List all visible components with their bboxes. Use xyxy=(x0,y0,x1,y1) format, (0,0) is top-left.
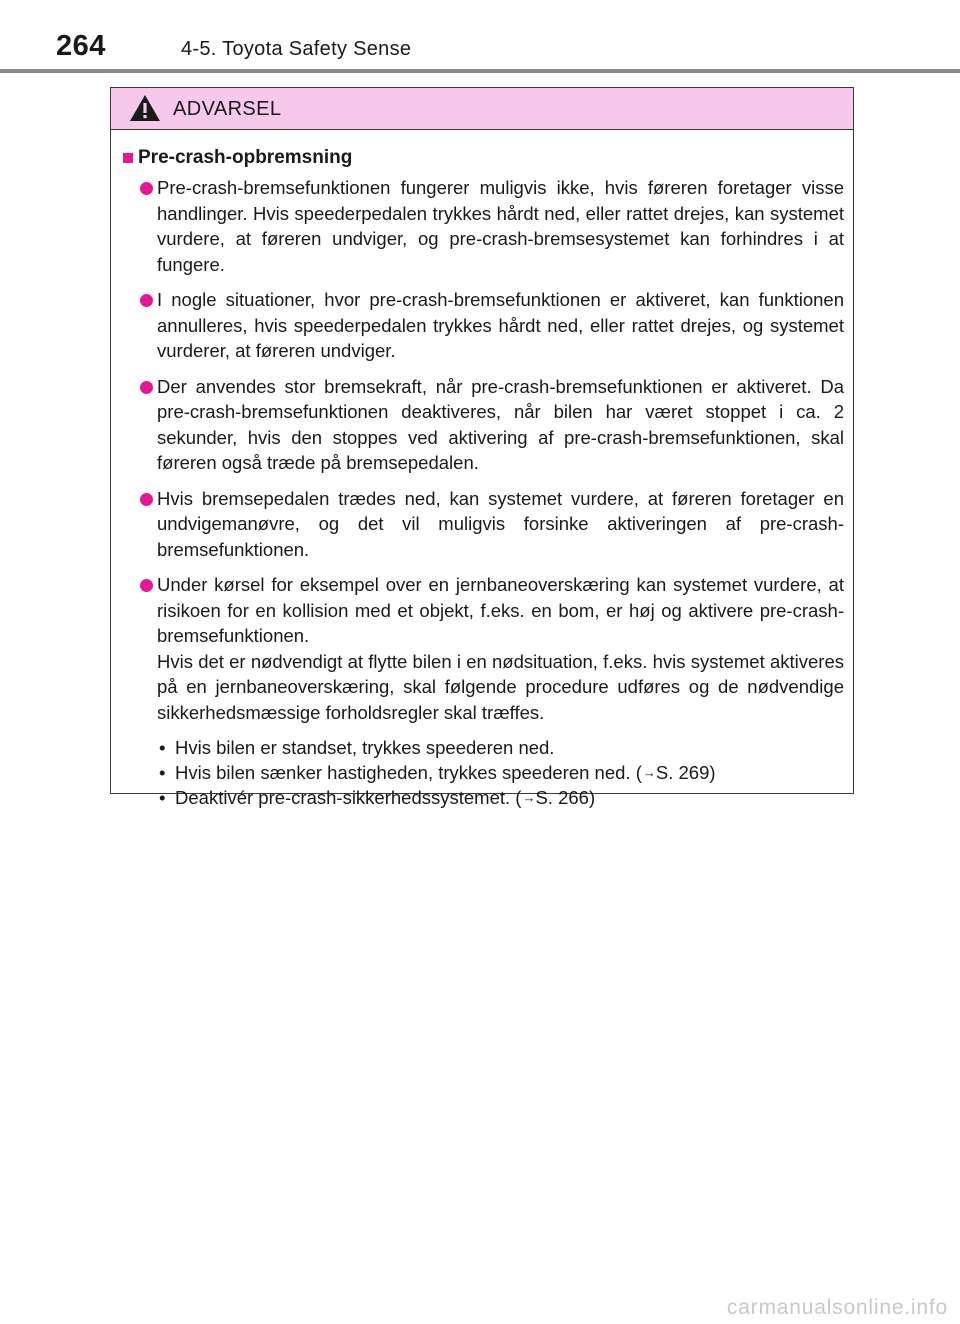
list-item xyxy=(123,175,844,277)
page-number: 264 xyxy=(56,30,106,62)
procedure-step xyxy=(157,760,844,785)
list-item xyxy=(123,486,844,563)
warning-box xyxy=(110,87,854,808)
sub-bullet: • xyxy=(159,737,166,758)
list-item-text: Pre-crash-bremsefunktionen fungerer muligvis ikke, hvis føreren foretager visse handlinger. Hvis speederpedalen trykkes hårdt ned, eller rattet drejes, kan systemet vurdere, at føreren undviger, og pre-crash-bremsesystemet kan forhindres i at fungere. xyxy=(157,177,844,275)
section-heading-text: Pre-crash-opbremsning xyxy=(138,147,353,168)
procedure-step xyxy=(157,735,844,760)
section-title: 4-5. Toyota Safety Sense xyxy=(181,38,412,60)
list-item-text: Hvis bremsepedalen trædes ned, kan systemet vurdere, at føreren foretager en undvigemanøvre, og det vil muligvis forsinke aktiveringen af pre-crash-bremsefunktionen. xyxy=(157,487,844,560)
procedure-step-text: Deaktivér pre-crash-sikkerhedssystemet. ( xyxy=(175,787,522,808)
warning-header xyxy=(111,88,853,130)
procedure-step xyxy=(157,785,844,810)
circle-bullet-icon xyxy=(140,493,153,506)
warning-body xyxy=(111,130,853,810)
circle-bullet-icon xyxy=(140,294,153,307)
watermark: carmanualsonline.info xyxy=(726,1296,948,1319)
square-bullet-icon xyxy=(123,153,133,163)
list-item-text: Under kørsel for eksempel over en jernbaneoverskæring kan systemet vurdere, at risikoen for en kollision med et objekt, f.eks. en bom, er høj og aktivere pre-crash-bremsefunktionen. xyxy=(157,574,844,646)
section-heading xyxy=(123,146,844,170)
list-item xyxy=(123,572,844,810)
procedure-list xyxy=(157,735,844,810)
list-item xyxy=(123,287,844,364)
warning-label: ADVARSEL xyxy=(173,98,282,120)
page-reference-link[interactable]: S. 269) xyxy=(655,762,716,783)
sub-bullet: • xyxy=(159,787,166,808)
circle-bullet-icon xyxy=(140,182,153,195)
procedure-step-text: Hvis bilen er standset, trykkes speederen ned. xyxy=(175,737,555,758)
list-item xyxy=(123,374,844,476)
page-reference-link[interactable]: S. 266) xyxy=(535,787,596,808)
warning-triangle-icon xyxy=(129,94,161,122)
header-divider xyxy=(0,69,960,73)
circle-bullet-icon xyxy=(140,579,153,592)
warning-list xyxy=(123,175,844,810)
list-item-text: Der anvendes stor bremsekraft, når pre-crash-bremsefunktionen er aktiveret. Da pre-crash-bremsefunktionen deaktiveres, når bilen har været stoppet i ca. 2 sekunder, hvis den stoppes ved aktivering af pre-crash-bremsefunktionen, skal føreren også træde på bremsepedalen. xyxy=(157,375,844,473)
arrow-right-icon: → xyxy=(642,765,656,780)
arrow-right-icon: → xyxy=(522,790,536,805)
circle-bullet-icon xyxy=(140,381,153,394)
list-item-text: I nogle situationer, hvor pre-crash-bremsefunktionen er aktiveret, kan funktionen annulleres, hvis speederpedalen trykkes hårdt ned, eller rattet drejes, og systemet vurderer, at føreren undviger. xyxy=(157,289,844,361)
sub-bullet: • xyxy=(159,762,166,783)
procedure-step-text: Hvis bilen sænker hastigheden, trykkes speederen ned. ( xyxy=(175,762,642,783)
list-item-text: Hvis det er nødvendigt at flytte bilen i en nødsituation, f.eks. hvis systemet aktiveres på en jernbaneoverskæring, skal følgende procedure udføres og de nødvendige sikkerhedsmæssige forholdsregler skal træffes. xyxy=(157,650,844,723)
